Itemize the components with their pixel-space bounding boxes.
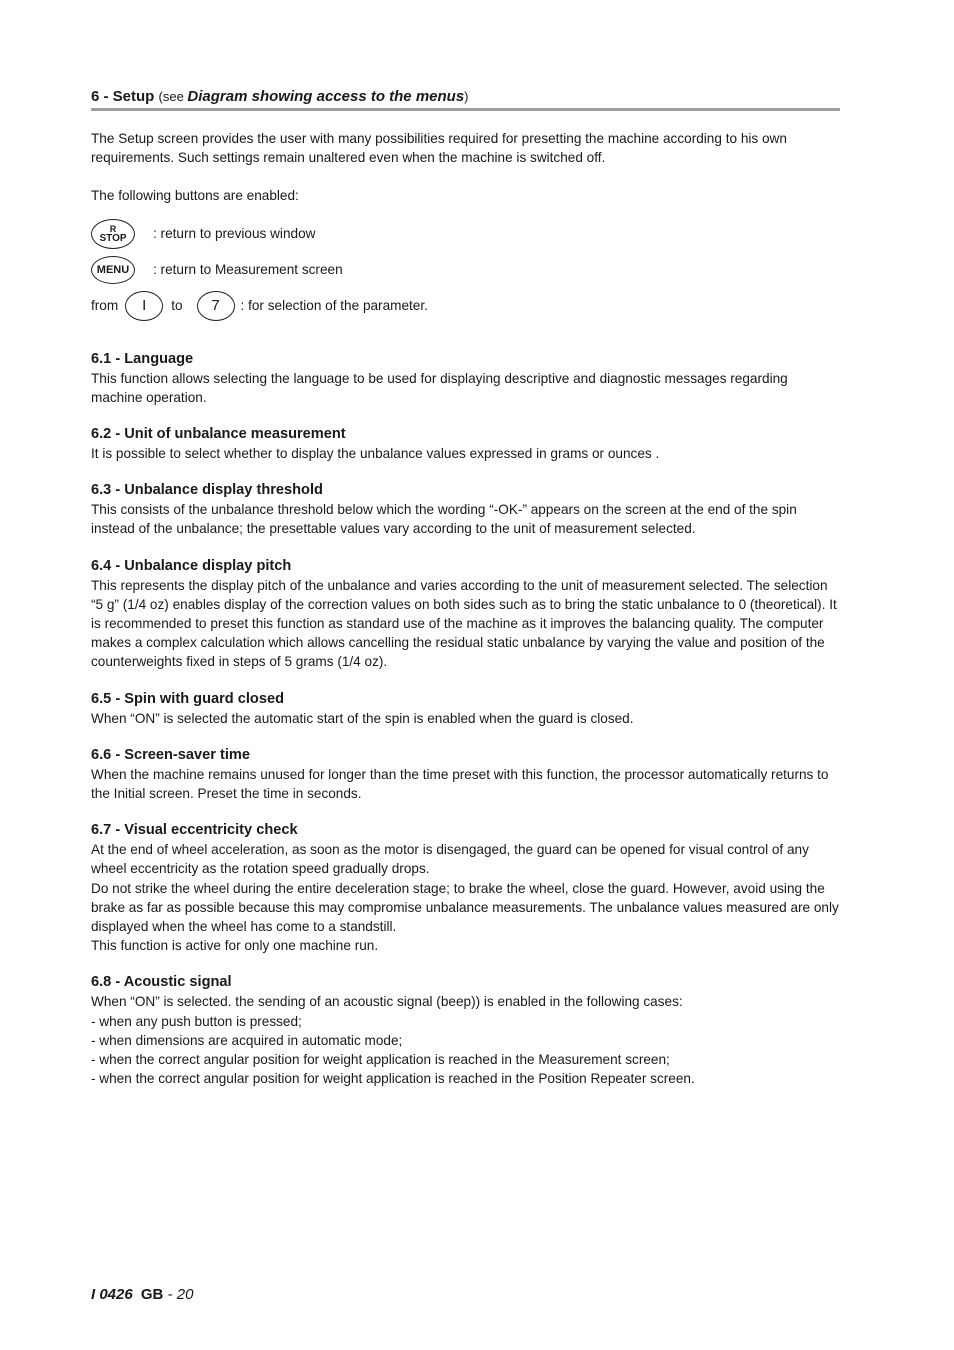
stop-description: : return to previous window xyxy=(153,226,316,242)
menu-description: : return to Measurement screen xyxy=(153,262,343,278)
subsection-paragraph: - when dimensions are acquired in automatic mode; xyxy=(91,1032,403,1048)
subsection xyxy=(91,425,840,463)
subsection-title: 6.6 - Screen-saver time xyxy=(91,746,250,763)
subsection-paragraph: - when the correct angular position for weight application is reached in the Measurement screen; xyxy=(91,1052,670,1068)
subsection-title: 6.8 - Acoustic signal xyxy=(91,974,232,991)
section-title: 6 - Setup xyxy=(91,88,155,105)
range-description: : for selection of the parameter. xyxy=(240,298,428,314)
subsections-list xyxy=(91,350,840,1089)
section-heading xyxy=(91,88,840,111)
menu-button-row xyxy=(91,252,840,288)
stop-key-icon xyxy=(91,219,135,249)
page-content xyxy=(91,88,840,1088)
subsection-title: 6.4 - Unbalance display pitch xyxy=(91,557,292,574)
subsection-title: 6.1 - Language xyxy=(91,350,194,367)
subsection xyxy=(91,821,840,955)
see-prefix: (see xyxy=(158,89,188,104)
subsection-paragraph: This represents the display pitch of the unbalance and varies according to the unit of measurement selected. The selection “5 g” (1/4 oz) enables display of the correction values on both sides such as to bring the static unbalance to 0 (theoretical). It is recommended to preset this function as standard use of the machine as it improves the balancing quality. The computer makes a complex calculation which allows cancelling the residual static unbalance by varying the value and position of the counterweights fixed in steps of 5 grams (1/4 oz). xyxy=(91,577,837,670)
see-suffix: ) xyxy=(464,89,469,104)
subsection-paragraph: This function allows selecting the language to be used for displaying descriptive and diagnostic messages regarding machine operation. xyxy=(91,370,788,405)
subsection xyxy=(91,690,840,728)
intro-paragraph: The Setup screen provides the user with many possibilities required for presetting the machine according to his own requirements. Such settings remain unaltered even when the machine is switched off. xyxy=(91,131,787,166)
key-7-icon xyxy=(197,291,235,321)
menu-key-label: MENU xyxy=(96,263,130,276)
document-code: I 0426 xyxy=(91,1286,133,1303)
subsection-title: 6.3 - Unbalance display threshold xyxy=(91,482,323,499)
page-number: - 20 xyxy=(163,1286,194,1303)
diagram-reference-link[interactable]: Diagram showing access to the menus xyxy=(187,88,465,105)
subsection-title: 6.5 - Spin with guard closed xyxy=(91,690,284,707)
stop-button-row xyxy=(91,216,840,252)
enabled-buttons-label: The following buttons are enabled: xyxy=(91,188,299,204)
subsection xyxy=(91,746,840,803)
subsection xyxy=(91,481,840,538)
stop-key-label: STOP xyxy=(99,232,127,244)
subsection-paragraph: When “ON” is selected. the sending of an acoustic signal (beep)) is enabled in the following cases: xyxy=(91,994,683,1010)
subsection-paragraph: - when any push button is pressed; xyxy=(91,1013,302,1029)
button-legend xyxy=(91,216,840,324)
subsection-paragraph: Do not strike the wheel during the entire deceleration stage; to brake the wheel, close the guard. However, avoid using the brake as far as possible because this may compromise unbalance measurements. The unbalance values measured are only displayed when the wheel has come to a standstill. xyxy=(91,880,839,935)
subsection xyxy=(91,973,840,1088)
key-1-label: I xyxy=(142,297,147,315)
subsection-paragraph: When “ON” is selected the automatic start of the spin is enabled when the guard is closed. xyxy=(91,710,634,726)
page-footer xyxy=(91,1286,193,1303)
menu-key-icon xyxy=(91,256,135,284)
subsection xyxy=(91,350,840,407)
key-7-label: 7 xyxy=(211,297,220,315)
key-1-icon xyxy=(125,291,163,321)
subsection-paragraph: At the end of wheel acceleration, as soon as the motor is disengaged, the guard can be opened for visual control of any wheel eccentricity as the rotation speed gradually drops. xyxy=(91,842,809,877)
from-label: from xyxy=(91,298,119,314)
return-icon: R xyxy=(109,223,117,234)
to-label: to xyxy=(171,298,183,314)
subsection-paragraph: This consists of the unbalance threshold below which the wording “-OK-” appears on the screen at the end of the spin instead of the unbalance; the presettable values vary according to the unit of measurement selected. xyxy=(91,502,797,537)
subsection xyxy=(91,557,840,672)
subsection-paragraph: - when the correct angular position for weight application is reached in the Position Repeater screen. xyxy=(91,1071,695,1087)
subsection-title: 6.2 - Unit of unbalance measurement xyxy=(91,426,346,443)
subsection-paragraph: When the machine remains unused for longer than the time preset with this function, the processor automatically returns to the Initial screen. Preset the time in seconds. xyxy=(91,766,829,802)
subsection-title: 6.7 - Visual eccentricity check xyxy=(91,822,298,839)
subsection-paragraph: This function is active for only one machine run. xyxy=(91,938,379,954)
language-code: GB xyxy=(140,1286,164,1303)
range-button-row xyxy=(91,288,840,324)
subsection-paragraph: It is possible to select whether to display the unbalance values expressed in grams or ounces . xyxy=(91,446,660,462)
